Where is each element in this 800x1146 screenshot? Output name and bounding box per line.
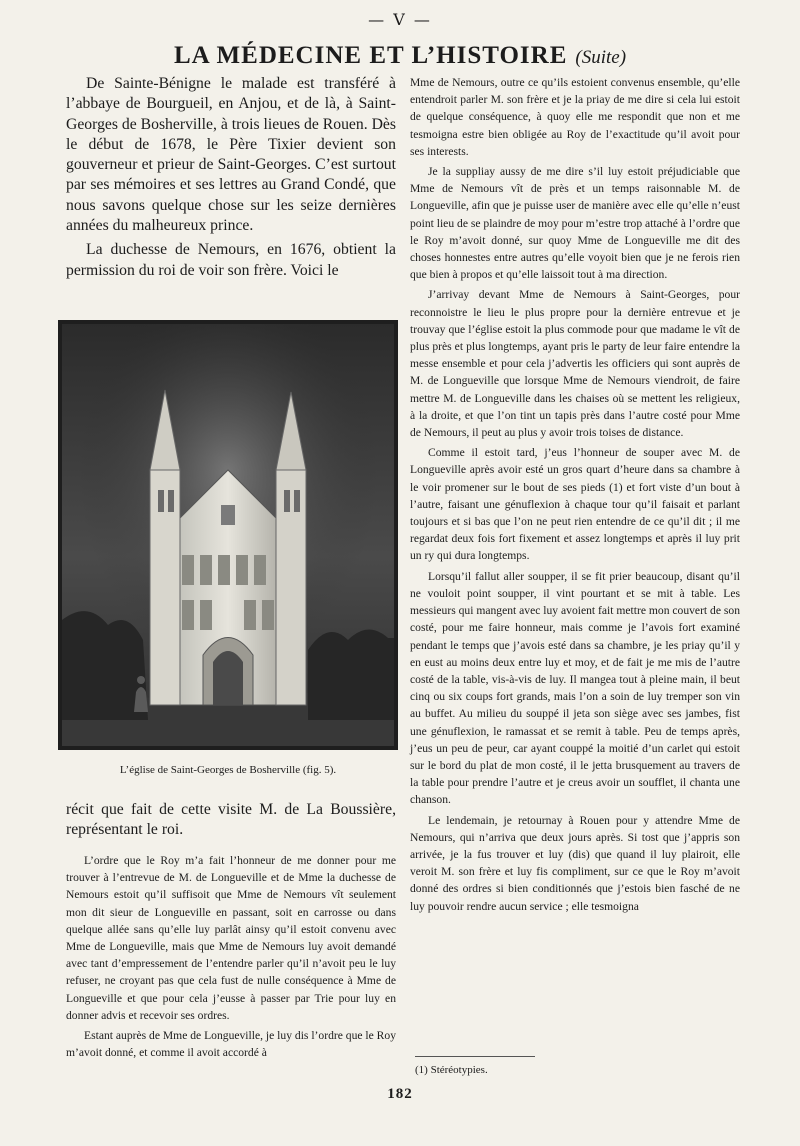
paragraph: Le lendemain, je retournay à Rouen pour y attendre Mme de Nemours, qui n’arriva que deux jours après. Si tost que j’appris son arrivée, je la fus trouver et luy (dis) que quand il luy plairoit, elle veroit M. son frère et luy fis compliment, sur ce que le Roy m’avoit donné des ordres si bien conditionnés que j’estois bien fasché de ne luy pouvoir rendre aucun service ; elle tesmoigna [410, 813, 740, 913]
paragraph: Mme de Nemours, outre ce qu’ils estoient convenus ensemble, qu’elle entendroit parler M. son frère et je la priay de me dire si cela lui estoit de quelque conséquence, à quoy elle me respondit que non et me tesmoigna estre bien obligée au Roy de l’exactitude qu’il avoit pour ses interests. [410, 76, 740, 158]
footnote: (1) Stéréotypies. [415, 1064, 488, 1076]
paragraph: Je la suppliay aussy de me dire s’il luy estoit préjudiciable que Mme de Nemours vît de près et un temps raisonnable M. de Longueville, afin que je puisse user de manière avec elle qu’elle n’eust point lieu de se plaindre de moy pour m’estre trop attaché à l’ordre que le Roy m’avoit donné, sur quoy Mme de Longueville me dit des choses honnestes entre autres qu’elle voyoit bien que je ne ferois rien que bien à propos et qu’elle laissoit tout à ma direction. [410, 165, 740, 282]
footnote-divider [415, 1056, 535, 1057]
page-number: 182 [387, 1086, 413, 1102]
paragraph: J’arrivay devant Mme de Nemours à Saint-Georges, pour reconnoistre le lieu le plus propre pour la dernière entrevue et je trouvay que l’église estoit la plus commode pour que madame le vît de plus près et plus longtemps, ayant pris le party de leur faire entendre la messe ensemble et pour cela j’advertis les officiers qui sont auprès de M. de Longueville que lorsque Mme de Nemours viendroit, de faire mettre M. de Longueville dans les chaises où se mettent les religieux, à la droite, et que l’on tint un tapis près dans l’autre costé pour Mme de Nemours, il peut au plus y avoir trois toises de distance. [410, 288, 740, 440]
paragraph: De Sainte-Bénigne le malade est transféré à l’abbaye de Bourgueil, en Anjou, et de là, à Saint-Georges de Bosherville, à trois lieues de Rouen. Dès le début de 1678, le Père Tixier devient son gouverneur et prieur de Saint-Georges. C’est surtout par ses mémoires et ses lettres au Grand Condé, que nous savons quelque chose sur les seize dernières années du malheureux prince. [66, 75, 396, 235]
paragraph: Lorsqu’il fallut aller soupper, il se fit prier beaucoup, disant qu’il ne vouloit point soupper, il vint pourtant et se mit à table. Les messieurs qui mangent avec luy avoient fait mettre mon couvert de son costé, pour me faire honneur, mais comme je l’avois fort examiné pendant le temps que j’avois esté dans sa chambre, je les priay qu’il y en eust au moins deux entre luy et moy, et de fait je me mis de l’autre costé de la table, vis-à-vis de luy. Il mangea tout à pleine main, il beut cinq ou six coups fort grands, mais l’on a soin de luy tremper son vin au buffet. Au milieu du souppé il jeta son siège avec ses jambes, fist une génuflexion, le ramassat et se remit à table. Peu de temps après, j’eus un peu de peur, car ayant couppé la moitié d’un carlet qui estoit sur le bord du plat de mon costé, il le jetta brusquement au travers de la table pour prendre l’autre et je creus avoir un soufflet, il chanta une chanson. [410, 569, 741, 807]
paragraph: La duchesse de Nemours, en 1676, obtient la permission du roi de voir son frère. Voici le [66, 241, 396, 279]
title-suffix: (Suite) [575, 47, 627, 68]
article-title [0, 42, 800, 70]
folio: — V — [368, 10, 432, 29]
paragraph: Estant auprès de Mme de Longueville, je luy dis l’ordre que le Roy m’avoit donné, et comme il avoit accordé à [66, 1029, 396, 1060]
paragraph: récit que fait de cette visite M. de La Boussière, représentant le roi. [66, 801, 396, 839]
title-main: LA MÉDECINE ET L’HISTOIRE [173, 42, 568, 69]
left-column-after-figure [66, 800, 396, 841]
right-column [410, 74, 740, 915]
church-engraving [58, 320, 398, 750]
left-column-top [66, 74, 396, 281]
paragraph: L’ordre que le Roy m’a fait l’honneur de me donner pour me trouver à l’entrevue de M. de Longueville et de Mme la duchesse de Nemours estoit qu’il suffisoit que Mme de Nemours vît seulement mon dit sieur de Longueville en passant, soit en carrosse ou dans quelque allée sans qu’elle luy parlât ainsy qu’il estoit convenu avec Mme de Longueville, mais que Mme de Nemours luy avoit demandé avec tant d’empressement de l’entendre parler qu’il n’avoit peu le luy refuser, ne croyant pas que cela fust de nulle conséquence à Mme de Longueville et que pour cela j’eusse à passer par Trie pour luy en donner advis et recevoir ses ordres. [66, 854, 396, 1022]
church-illustration [58, 320, 398, 750]
paragraph: Comme il estoit tard, j’eus l’honneur de souper avec M. de Longueville après avoir esté un gros quart d’heure dans sa chambre à le voir promener sur le bout de ses pieds (1) et fort viste d’un bout à l’autre, faisant une génuflexion à chaque tour qu’il faisait et parlant toujours et si bas que l’on ne peut rien entendre de ce qu’il dit ; il me regardat deux fois fort fixement et assez longtemps et après il luy prit un ry qui dura longtemps. [410, 446, 740, 563]
left-column-quote [66, 852, 396, 1061]
figure-caption: L’église de Saint-Georges de Bosherville (fig. 5). [119, 764, 337, 776]
